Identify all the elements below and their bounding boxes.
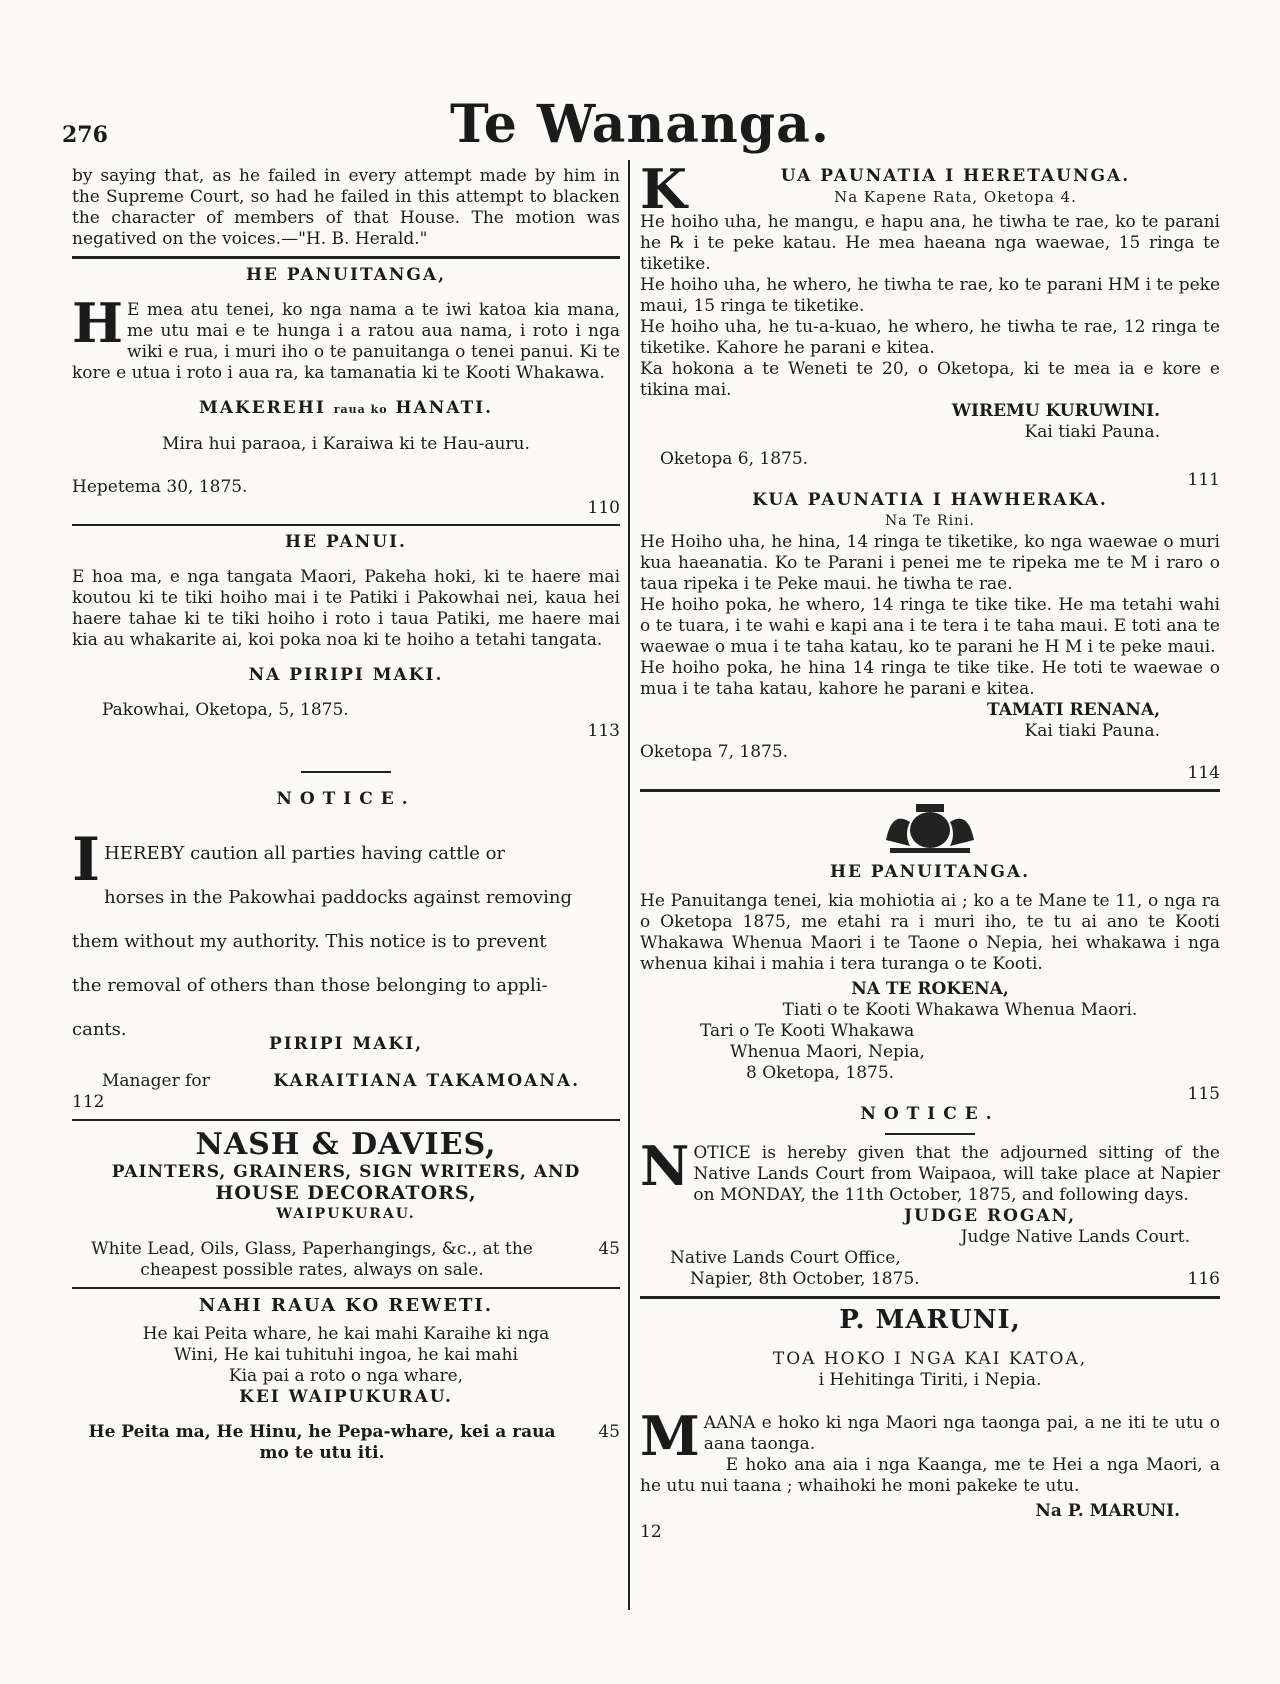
ad-number: 110 <box>587 498 620 518</box>
panuitanga1-heading: HE PANUITANGA, <box>245 265 447 285</box>
panuitanga1-place: Mira hui paraoa, i Karaiwa ki te Hau-auru. <box>162 434 530 454</box>
ad-number: 12 <box>640 1522 662 1542</box>
right-column <box>640 157 1221 1543</box>
nahi-heading: NAHI RAUA KO REWETI. <box>198 1295 494 1316</box>
panuitanga1-date: Hepetema 30, 1875. <box>72 477 248 497</box>
ad-number: 114 <box>1187 763 1220 783</box>
panuitanga1-signature: MAKEREHI raua ko HANATI. <box>198 398 494 418</box>
nahi-place: KEI WAIPUKURAU. <box>239 1387 453 1407</box>
divider <box>72 524 620 526</box>
kua2-signature: TAMATI RENANA, <box>987 700 1160 720</box>
kua1-p3: He hoiho uha, he tu-a-kuao, he whero, he tiwha te rae, 12 ringa te tiketike. Kahore he parani e kitea. <box>640 317 1220 358</box>
kua1-header: K UA PAUNATIA I HERETAUNGA. Na Kapene Rata, Oketopa 4. <box>640 157 1131 221</box>
nahi-body3: Kia pai a roto o nga whare, <box>228 1366 464 1386</box>
kua2-byline: Na Te Rini. <box>885 513 975 529</box>
ad-number: 115 <box>1187 1084 1220 1104</box>
kua1-signature: WIREMU KURUWINI. <box>951 401 1160 421</box>
kua2-date: Oketopa 7, 1875. <box>640 742 789 762</box>
nahi-body1: He kai Peita whare, he kai mahi Karaihe ki nga <box>142 1324 550 1344</box>
notice2-body: N OTICE is hereby given that the adjourned sitting of the Native Lands Court from Waipaoa, will take place at Napier on MONDAY, the 11th October, 1875, and following days. <box>640 1134 1220 1205</box>
ad-number: 112 <box>72 1092 105 1112</box>
divider <box>885 1133 975 1135</box>
notice2-role: Judge Native Lands Court. <box>960 1227 1190 1247</box>
intro-text: by saying that, as he failed in every attempt made by him in the Supreme Court, so had he failed in this attempt to blacken the character of members of that House. The motion was negatived on the voices.—"H. B. Herald." <box>72 166 620 249</box>
maruni-name: P. MARUNI, <box>839 1305 1021 1335</box>
maruni-line1: TOA HOKO I NGA KAI KATOA, <box>772 1349 1088 1369</box>
nash-body: White Lead, Oils, Glass, Paperhangings, &c., at the cheapest possible rates, always on sale. <box>91 1239 533 1280</box>
panuitanga2-body: He Panuitanga tenei, kia mohiotia ai ; ko a te Mane te 11, o nga ra o Oketopa 1875, me etahi ra i muri iho, te tu ai ano te Kooti Whakawa Whenua Maori i te Taone o Nepia, hei whakawa i nga whenua kihai i mahia i tera turanga o te Kooti. <box>640 891 1220 974</box>
nahi-body2: Wini, He kai tuhituhi ingoa, he kai mahi <box>174 1345 518 1365</box>
panuitanga2-heading: HE PANUITANGA. <box>829 862 1031 882</box>
kua2-p1: He Hoiho uha, he hina, 14 ringa te tiketike, ko nga waewae o muri kua haeanatia. Ko te Parani i penei me te ripeka me te M i raro o taua ripeka i te Peke maui. he tiwha te rae. <box>640 532 1220 594</box>
dropcap: H <box>72 291 124 355</box>
royal-crest-icon <box>870 800 990 856</box>
divider <box>72 1119 620 1121</box>
page-number: 276 <box>62 122 108 148</box>
page-title: Te Wananga. <box>450 94 830 155</box>
divider <box>301 771 391 773</box>
notice2-heading: NOTICE. <box>860 1104 1000 1124</box>
ad-number: 111 <box>1187 470 1220 490</box>
panuitanga2-role4: 8 Oketopa, 1875. <box>746 1063 895 1083</box>
masthead <box>0 88 1280 155</box>
kua1-role: Kai tiaki Pauna. <box>1024 422 1160 442</box>
panuitanga2-role1: Tiati o te Kooti Whakawa Whenua Maori. <box>782 1000 1138 1020</box>
notice2-office2: Napier, 8th October, 1875. <box>690 1269 920 1289</box>
ad-number: 113 <box>587 721 620 741</box>
panui-signature: NA PIRIPI MAKI. <box>248 665 444 685</box>
kua1-p1: He hoiho uha, he mangu, e hapu ana, he tiwha te rae, ko te parani he ℞ i te peke katau. He mea haeana nga waewae, 15 ringa te tiketike. <box>640 212 1220 274</box>
nash-line1: PAINTERS, GRAINERS, SIGN WRITERS, AND <box>111 1162 581 1182</box>
left-column <box>72 166 620 1464</box>
ad-number: 45 <box>598 1239 620 1259</box>
maruni-body: M AANA e hoko ki nga Maori nga taonga pai, a ne iti te utu o aana taonga. E hoko ana aia i nga Kaanga, me te Hei a nga Maori, a he utu nui taana ; whaihoki he moni pakeke te utu. <box>640 1404 1220 1496</box>
nash-place: WAIPUKURAU. <box>276 1206 416 1222</box>
maruni-line2: i Hehitinga Tiriti, i Nepia. <box>818 1370 1042 1390</box>
divider <box>640 1296 1220 1299</box>
nash-line2: HOUSE DECORATORS, <box>215 1182 477 1204</box>
column-divider <box>628 160 630 1610</box>
notice2-office1: Native Lands Court Office, <box>670 1248 901 1268</box>
panuitanga1-body: H E mea atu tenei, ko nga nama a te iwi katoa kia mana, me utu mai e te hunga i a ratou aua nama, i roto i nga wiki e rua, i muri iho o te panuitanga o tenei panui. Ki te kore e utua i roto i aua ra, ka tamanatia ki te Kooti Whakawa. <box>72 291 620 383</box>
ad-number: 45 <box>598 1422 620 1442</box>
notice-heading: NOTICE. <box>276 789 416 809</box>
panuitanga2-role3: Whenua Maori, Nepia, <box>730 1042 925 1062</box>
panuitanga2-role2: Tari o Te Kooti Whakawa <box>700 1021 915 1041</box>
maruni-signature: Na P. MARUNI. <box>1035 1501 1180 1521</box>
nash-name: NASH & DAVIES, <box>195 1127 497 1162</box>
nahi-footer: He Peita ma, He Hinu, he Pepa-whare, kei a raua mo te utu iti. <box>88 1422 556 1463</box>
kua1-p2: He hoiho uha, he whero, he tiwha te rae, ko te parani HM i te peke maui, 15 ringa te tiketike. <box>640 275 1221 316</box>
panuitanga2-signature: NA TE ROKENA, <box>851 979 1009 999</box>
panui-date: Pakowhai, Oketopa, 5, 1875. <box>102 700 349 720</box>
kua2-heading: KUA PAUNATIA I HAWHERAKA. <box>752 490 1108 510</box>
kua1-date: Oketopa 6, 1875. <box>660 449 809 469</box>
manager-label: Manager for <box>102 1071 210 1091</box>
kua2-p3: He hoiho poka, he hina 14 ringa te tike tike. He toti te waewae o mua i te taha katau, kahore he parani e kitea. <box>640 658 1220 699</box>
divider <box>72 256 620 259</box>
divider <box>72 1287 620 1289</box>
notice-body: I HEREBY caution all parties having cattle or horses in the Pakowhai paddocks against removing them without my authority. This notice is to prevent the removal of others than those belonging to appli- cants. <box>72 825 573 1040</box>
panui-heading: HE PANUI. <box>285 532 407 552</box>
kua2-p2: He hoiho poka, he whero, 14 ringa te tike tike. He ma tetahi wahi o te tuara, i te wahi e kapi ana i te tera i te taha maui. E toti ana te waewae o mua i te taha katau, ko te parani he H M i te peke maui. <box>640 595 1220 657</box>
manager-of: KARAITIANA TAKAMOANA. <box>273 1071 580 1091</box>
notice2-signature: JUDGE ROGAN, <box>903 1206 1077 1226</box>
kua1-p4: Ka hokona a te Weneti te 20, o Oketopa, ki te mea ia e kore e tikina mai. <box>640 359 1220 400</box>
notice-signature: PIRIPI MAKI, <box>268 1034 424 1054</box>
divider <box>640 789 1220 792</box>
panui-body: E hoa ma, e nga tangata Maori, Pakeha hoki, ki te haere mai koutou ki te tiki hoiho mai i te Patiki i Pakowhai nei, kaua hei haere tahae ki te tiki hoiho i roto i taua Patiki, me haere mai kia au whakarite ai, koi poka noa ki te hoiho a tetahi tangata. <box>72 567 620 650</box>
ad-number: 116 <box>1187 1269 1220 1289</box>
kua2-role: Kai tiaki Pauna. <box>1024 721 1160 741</box>
